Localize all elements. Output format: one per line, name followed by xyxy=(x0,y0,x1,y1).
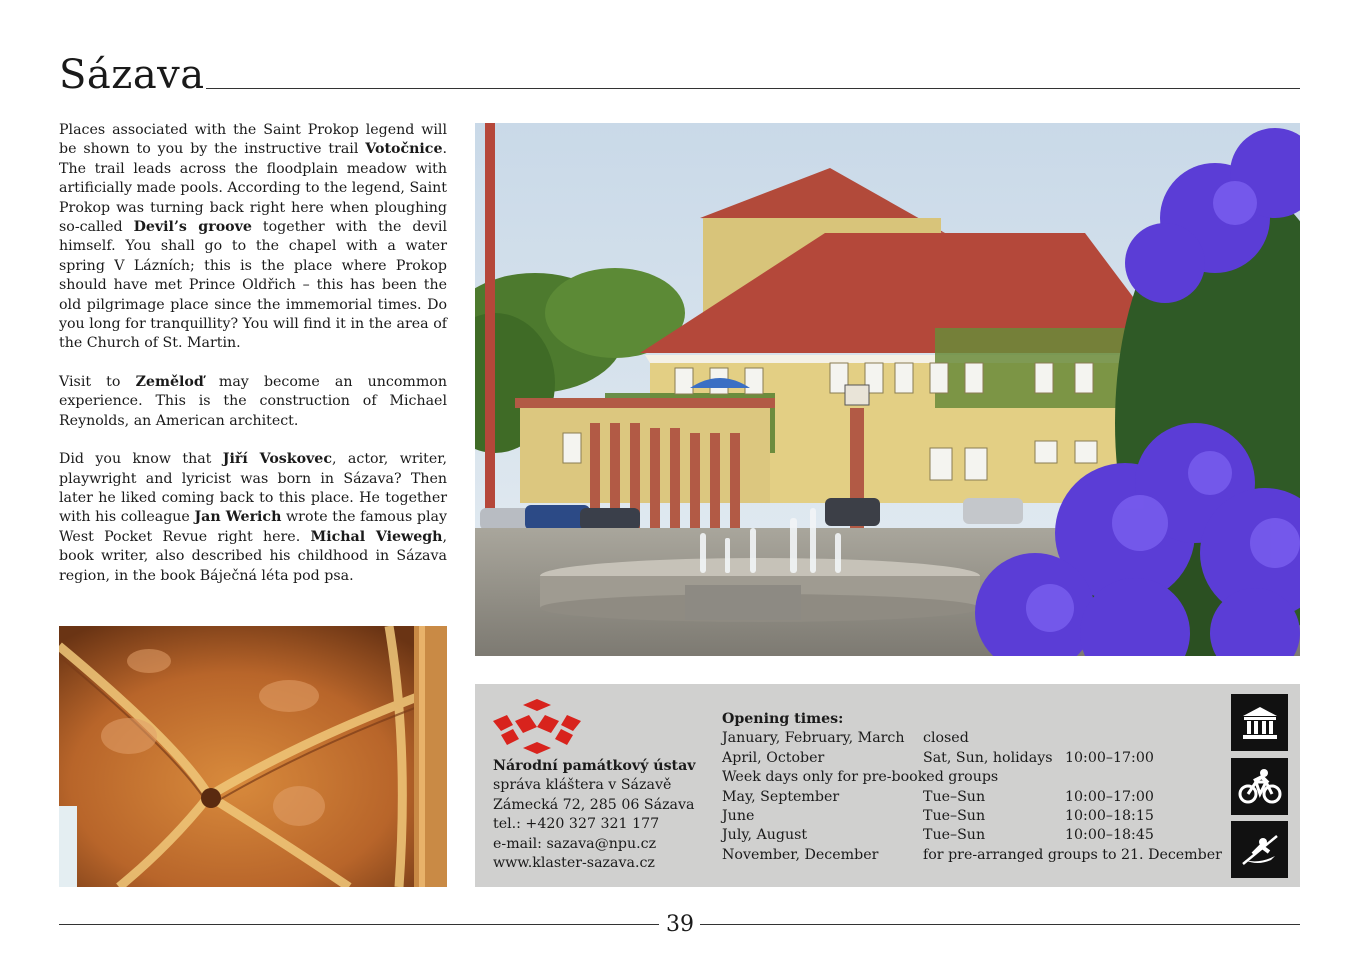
org-phone: tel.: +420 327 321 177 xyxy=(493,816,660,833)
info-box xyxy=(475,684,1300,887)
opening-times xyxy=(722,710,1222,865)
text-run: Places associated with the Saint Prokop legend will be shown to you by the instructive trail xyxy=(59,122,447,158)
text-run: wrote the famous play West Pocket Revue right here. xyxy=(59,509,447,545)
text-run: may become an uncommon experience. This is the construction of Michael Reynolds, an American architect. xyxy=(59,373,447,429)
text-run: Visit to xyxy=(59,373,136,390)
text-run: together with the devil himself. You shall go to the chapel with a water spring V Lázních; this is the place where Prokop should have met Prince Oldřich – this has been the old pilgrimage place since the immemorial times. Do you long for tranquillity? You will find it in the area of the Church of St. Martin. xyxy=(59,219,447,352)
hours-row: January, February, March closed xyxy=(722,730,969,747)
org-line: správa kláštera v Sázavě xyxy=(493,777,672,794)
organization-contact xyxy=(493,757,696,873)
page-title: Sázava xyxy=(59,52,205,98)
org-web: www.klaster-sazava.cz xyxy=(493,855,655,872)
text-run: , actor, writer, playwright and lyricist was born in Sázava? Then later he liked coming back to this place. He together with his colleague xyxy=(59,451,448,526)
paragraph-1 xyxy=(59,121,447,354)
cycling-icon xyxy=(1231,758,1288,815)
bold-term: Jiří Voskovec xyxy=(222,451,332,468)
npu-logo-icon xyxy=(493,699,581,754)
paragraph-3 xyxy=(59,450,447,586)
bold-term: Jan Werich xyxy=(194,509,282,526)
page-number: 39 xyxy=(666,912,694,937)
org-name: Národní památkový ústav xyxy=(493,758,696,774)
title-rule xyxy=(206,88,1300,89)
town-hall-photo xyxy=(475,123,1300,656)
hours-row: June Tue–Sun 10:00–18:15 xyxy=(722,807,1154,824)
bold-term: Zeměloď xyxy=(135,373,204,390)
hours-row: April, October Sat, Sun, holidays 10:00–17:00 xyxy=(722,749,1154,766)
opening-times-title: Opening times: xyxy=(722,711,844,727)
church-ceiling-photo xyxy=(59,626,447,887)
footer-rule xyxy=(59,924,659,925)
bold-term: Devil’s groove xyxy=(133,219,252,236)
paragraph-2 xyxy=(59,373,447,431)
org-email: e-mail: sazava@npu.cz xyxy=(493,835,657,852)
hours-row: November, December for pre-arranged groups to 21. December xyxy=(722,846,1222,863)
hours-row: Week days only for pre-booked groups xyxy=(722,769,999,786)
footer-rule xyxy=(700,924,1300,925)
canoe-icon xyxy=(1231,821,1288,878)
body-text xyxy=(59,121,447,605)
bold-term: Votočnice xyxy=(365,141,443,158)
text-run: , book writer, also described his childhood in Sázava region, in the book Báječná léta pod psa. xyxy=(59,528,448,584)
text-run: . The trail leads across the floodplain meadow with artificially made pools. According to the legend, Saint Prokop was turning back right here when ploughing so-called xyxy=(59,141,447,236)
museum-icon xyxy=(1231,694,1288,751)
hours-row: July, August Tue–Sun 10:00–18:45 xyxy=(722,827,1154,844)
bold-term: Michal Viewegh xyxy=(310,528,443,545)
text-run: Did you know that xyxy=(59,451,223,468)
org-address: Zámecká 72, 285 06 Sázava xyxy=(493,796,695,813)
hours-row: May, September Tue–Sun 10:00–17:00 xyxy=(722,788,1154,805)
